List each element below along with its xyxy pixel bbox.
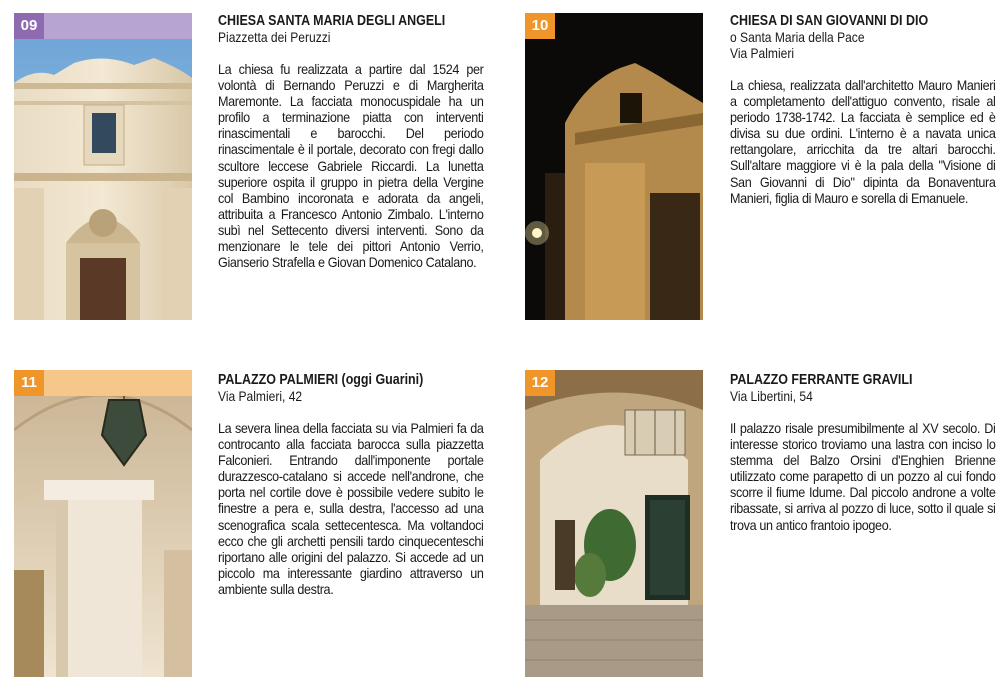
text-block bbox=[218, 372, 483, 597]
text-block bbox=[218, 13, 483, 270]
text-block bbox=[730, 13, 995, 206]
number-badge: 12 bbox=[525, 370, 555, 396]
photo-palazzo-palmieri bbox=[14, 370, 192, 677]
entry-title: CHIESA SANTA MARIA DEGLI ANGELI bbox=[218, 13, 446, 29]
night-church-image bbox=[525, 13, 703, 320]
church-facade-image bbox=[14, 13, 192, 320]
photo-chiesa-santa-maria-degli-angeli bbox=[14, 13, 192, 320]
courtyard-image bbox=[525, 370, 703, 677]
entry-address: Via Libertini, 54 bbox=[730, 388, 813, 404]
entry-subtitle: o Santa Maria della Pace bbox=[730, 29, 865, 45]
number-badge: 11 bbox=[14, 370, 44, 396]
entry-description: La chiesa fu realizzata a partire dal 1524 per volontà di Bernando Peruzzi e di Margherita Maremonte. La facciata monocuspidale ha un profilo a terminazione piatta con interventi rinascimentali e barocchi. Del periodo rinascimentale è il portale, decorato con fregi dallo scultore leccese Gabriele Riccardi. La lunetta superiore ospita il gruppo in pietra della Vergine col Bambino incoronata e adorata da angeli, attribuita a Francesco Antonio Zimbalo. L'interno subì nel Settecento diversi interventi. Sono da menzionare le tele dei pittori Antonio Verrio, Gianserio Strafella e Giovan Domenico Catalano. bbox=[218, 61, 484, 271]
entry-description: La severa linea della facciata su via Palmieri fa da controcanto alla facciata barocca sulla piazzetta Falconieri. Entrando dall'imponente portale durazzesco-catalano si accede nell'androne, che porta nel cortile dove è possibile vedere subito le finestre a pera e, sulla destra, l'accesso ad una scenografica scala settecentesca. Ma voltandoci ecco che gli archetti pensili tardo cinquecenteschi riportano alle origini del palazzo. Si accede ad un piccolo ma interessante giardino attraverso un ambiente sulla destra. bbox=[218, 420, 484, 597]
photo-chiesa-di-san-giovanni-di-dio bbox=[525, 13, 703, 320]
number-badge: 10 bbox=[525, 13, 555, 39]
entry-description: Il palazzo risale presumibilmente al XV secolo. Di interesse storico troviamo una lastra con inciso lo stemma del Balzo Orsini d'Enghien Brienne utilizzato come parapetto di un pozzo al cui fondo scorre il fiume Idume. Dal piccolo androne a volte ribassate, si arriva al pozzo di luce, sotto il quale si trova un antico frantoio ipogeo. bbox=[730, 420, 996, 533]
entry-title: PALAZZO PALMIERI (oggi Guarini) bbox=[218, 372, 424, 388]
entry-description: La chiesa, realizzata dall'architetto Mauro Manieri a completamento dell'attiguo convento, risale al periodo 1738-1742. La facciata è semplice ed è divisa su due ordini. L'interno è a navata unica rettangolare, arricchita da tre altari barocchi. Sull'altare maggiore vi è la pala della "Visione di San Giovanni di Dio" dipinta da Bonaventura Manieri, figlia di Mauro e sorella di Emanuele. bbox=[730, 77, 996, 206]
entry-address: Via Palmieri bbox=[730, 45, 795, 61]
photo-palazzo-ferrante-gravili bbox=[525, 370, 703, 677]
entry-address: Via Palmieri, 42 bbox=[218, 388, 303, 404]
entry-title: CHIESA DI SAN GIOVANNI DI DIO bbox=[730, 13, 929, 29]
number-badge: 09 bbox=[14, 13, 44, 39]
text-block bbox=[730, 372, 995, 533]
entry-address: Piazzetta dei Peruzzi bbox=[218, 29, 331, 45]
entry-title: PALAZZO FERRANTE GRAVILI bbox=[730, 372, 913, 388]
interior-lantern-image bbox=[14, 370, 192, 677]
